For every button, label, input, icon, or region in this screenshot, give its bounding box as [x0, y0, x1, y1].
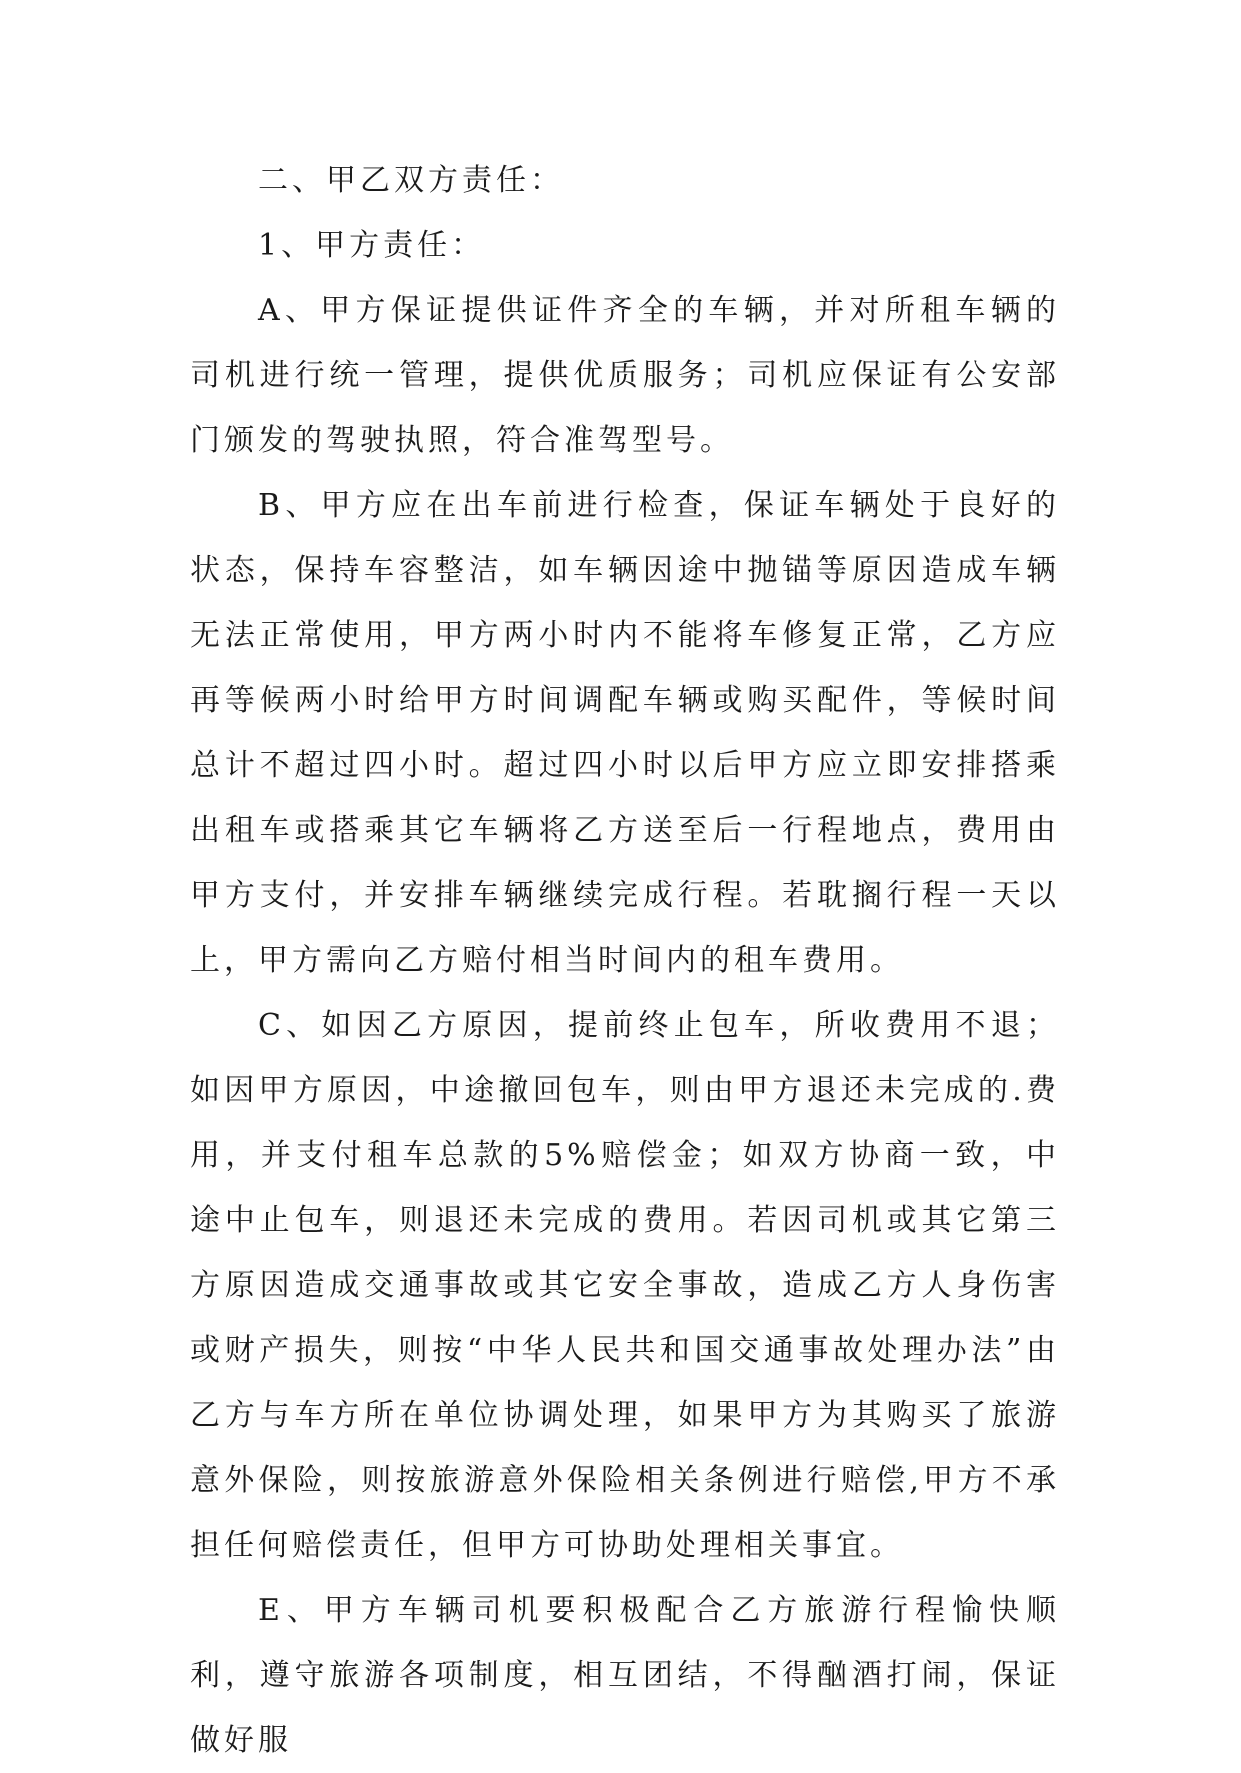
paragraph-c: C、如因乙方原因，提前终止包车，所收费用不退；如因甲方原因，中途撤回包车，则由甲方退还未完成的.费用，并支付租车总款的5%赔偿金；如双方协商一致，中途中止包车，则退还未完成的费用。若因司机或其它第三方原因造成交通事故或其它安全事故，造成乙方人身伤害或财产损失，则按“中华人民共和国交通事故处理办法”由乙方与车方所在单位协调处理，如果甲方为其购买了旅游意外保险，则按旅游意外保险相关条例进行赔偿,甲方不承担任何赔偿责任，但甲方可协助处理相关事宜。: [190, 1008, 1060, 1563]
section-heading: 二、甲乙双方责任：: [258, 163, 564, 198]
document-body: [190, 148, 1060, 1773]
subsection-heading: 1、甲方责任：: [258, 228, 486, 263]
paragraph-e: E、甲方车辆司机要积极配合乙方旅游行程愉快顺利，遵守旅游各项制度，相互团结，不得酗酒打闹，保证做好服: [190, 1593, 1060, 1758]
paragraph-a: A、甲方保证提供证件齐全的车辆，并对所租车辆的司机进行统一管理，提供优质服务；司机应保证有公安部门颁发的驾驶执照，符合准驾型号。: [190, 293, 1060, 458]
paragraph-b: B、甲方应在出车前进行检查，保证车辆处于良好的状态，保持车容整洁，如车辆因途中抛锚等原因造成车辆无法正常使用，甲方两小时内不能将车修复正常，乙方应再等候两小时给甲方时间调配车辆或购买配件，等候时间总计不超过四小时。超过四小时以后甲方应立即安排搭乘出租车或搭乘其它车辆将乙方送至后一行程地点，费用由甲方支付，并安排车辆继续完成行程。若耽搁行程一天以上，甲方需向乙方赔付相当时间内的租车费用。: [190, 488, 1060, 978]
